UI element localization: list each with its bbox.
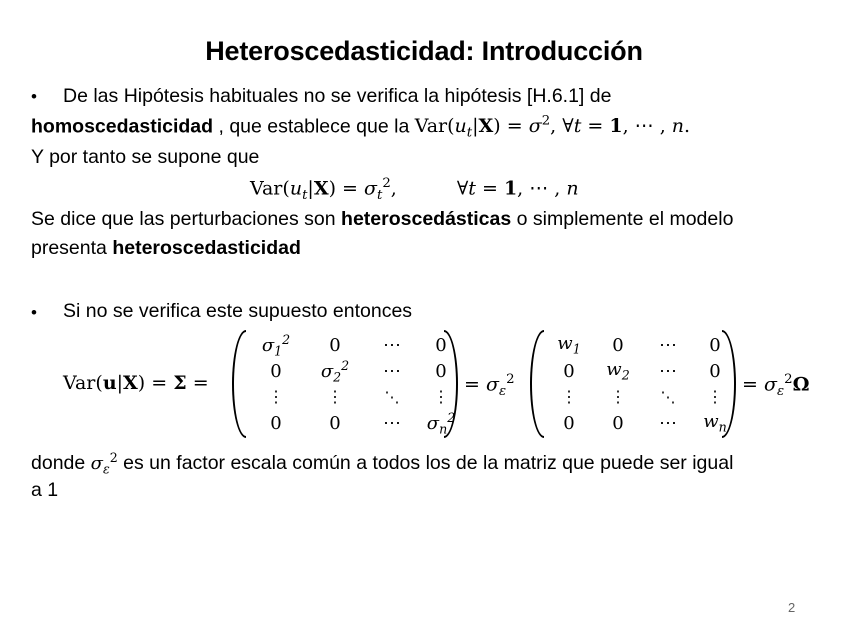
bullet1-text: De las Hipótesis habituales no se verifica la hipótesis [H.6.1] de [63, 85, 612, 107]
left-paren [232, 330, 246, 438]
bullet-marker-2: • [31, 303, 37, 322]
heteroscedasticity-term: heteroscedasticidad [112, 237, 301, 259]
page-number: 2 [788, 600, 796, 615]
bullet2-text: Si no se verifica este supuesto entonces [63, 300, 413, 322]
scale-factor-note: donde $\sigma_\varepsilon^2$ es un factor escala común a todos los de la matriz que puede ser igual [31, 450, 734, 477]
covariance-lhs: Var(u|X) = Σ = [63, 372, 209, 394]
homoscedasticity-term: homoscedasticidad [31, 115, 214, 138]
sigma-matrix: $\sigma_1^2$ 0 ⋯ 0 0 $\sigma_2^2$ ⋯ 0 ⋮ ⋮ ⋱ ⋮ 0 0 ⋯ $\sigma_n^2$ [232, 330, 458, 438]
scale-factor-rhs: = $\sigma_\varepsilon^2\Omega$ [742, 372, 810, 399]
scale-factor-note-2: a 1 [31, 479, 59, 501]
heteroscedastic-term: heteroscedásticas [341, 208, 512, 230]
homoscedasticity-line [31, 114, 690, 141]
left-paren [530, 330, 544, 438]
bullet-marker: • [31, 87, 37, 106]
definition-line: Se dice que las perturbaciones son heteroscedásticas o simplemente el modelo [31, 208, 734, 230]
homoscedasticity-desc: , que establece que la [213, 115, 415, 138]
slide-title: Heteroscedasticidad: Introducción [205, 36, 643, 66]
heteroscedasticity-equation: $Var(u_t|X) = \sigma_t^2$, ∀t = 1, ⋯ , n [250, 176, 579, 203]
scale-factor-mid: = $\sigma_\varepsilon^2$ [464, 372, 515, 399]
weight-matrix: $w_1$ 0 ⋯ 0 0 $w_2$ ⋯ 0 ⋮ ⋮ ⋱ ⋮ 0 0 ⋯ $w_n$ [530, 330, 736, 438]
definition-line-2: presenta heteroscedasticidad [31, 237, 301, 259]
assumption-intro: Y por tanto se supone que [31, 146, 260, 168]
homoscedasticity-equation: $Var(u_t|X) = \sigma^2$, ∀t = 1, ⋯ , n. [414, 114, 691, 141]
